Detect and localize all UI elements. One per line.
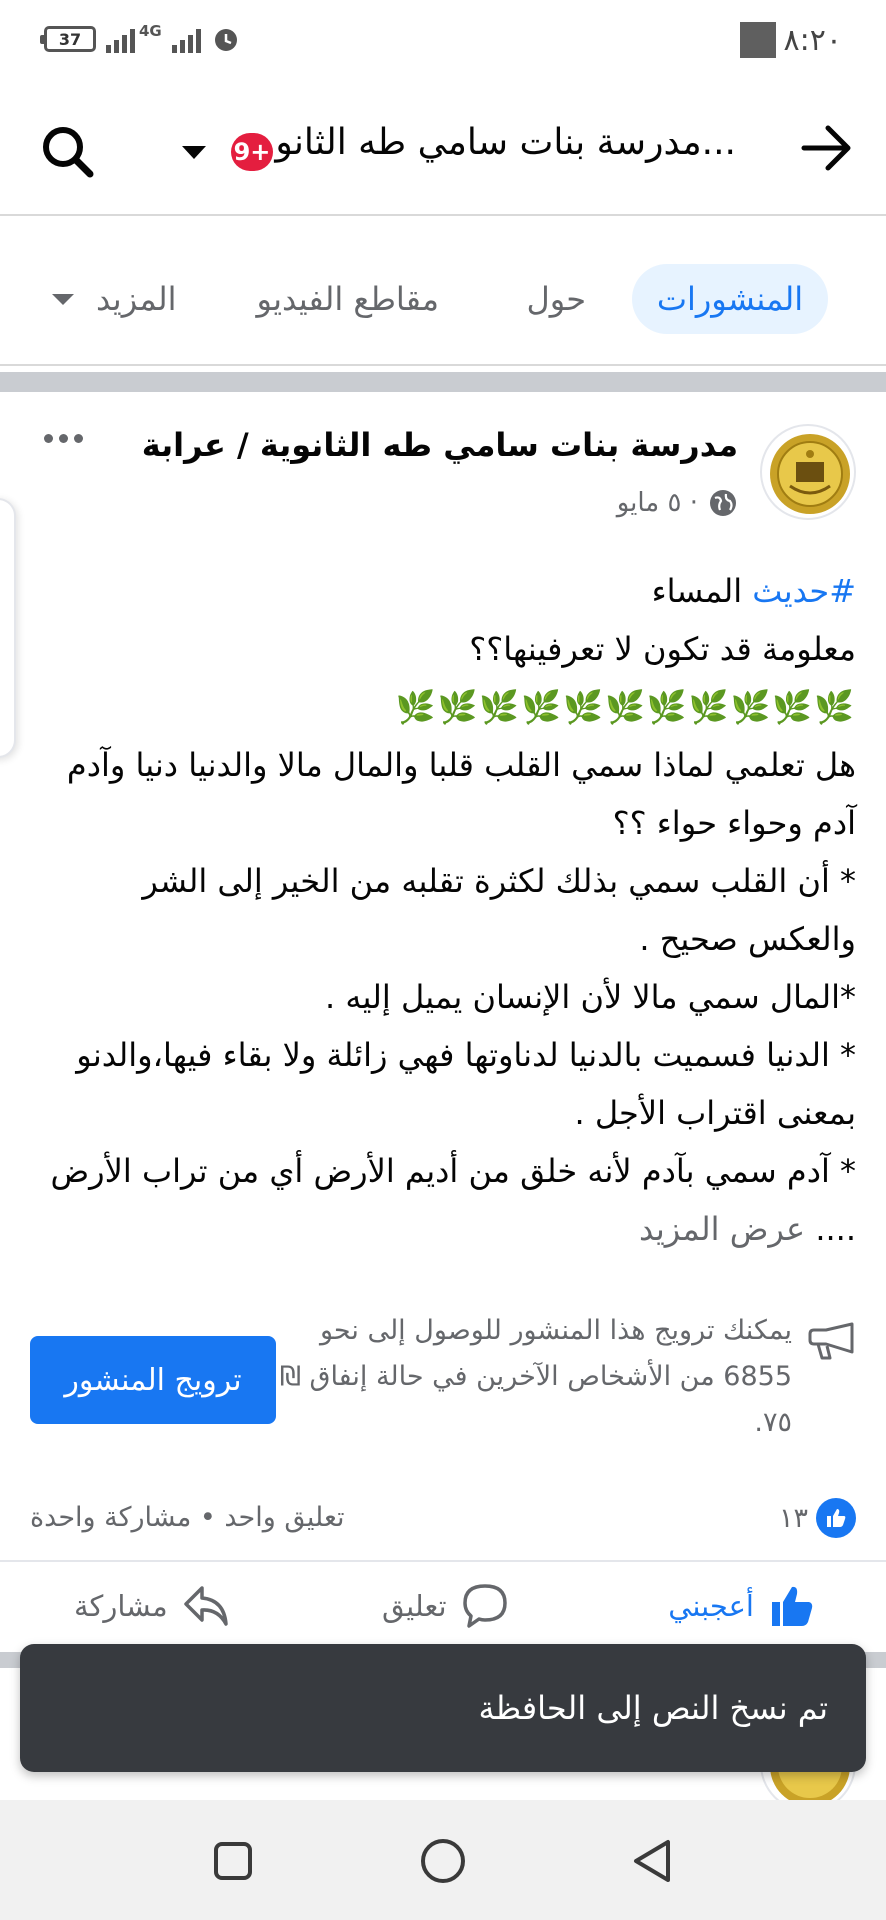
reactions-summary <box>0 1482 886 1562</box>
system-nav-bar <box>0 1800 886 1920</box>
comment-share-stats[interactable]: تعليق واحد • مشاركة واحدة <box>30 1502 345 1533</box>
thumbs-up-icon <box>768 1582 816 1630</box>
notification-badge[interactable]: 9+ <box>231 133 273 171</box>
more-options-icon[interactable] <box>44 434 83 443</box>
share-label: مشاركة <box>74 1589 168 1623</box>
caret-down-icon[interactable] <box>182 146 206 159</box>
comment-button[interactable] <box>382 1582 509 1630</box>
see-more-link[interactable]: عرض المزيد <box>639 1210 806 1248</box>
hashtag-link[interactable]: #حديث <box>752 572 856 610</box>
post-line: * آدم سمي بآدم لأنه خلق من أديم الأرض أي من تراب الأرض .... عرض المزيد <box>50 1152 856 1248</box>
like-reaction-icon <box>816 1498 856 1538</box>
post-card <box>0 392 886 1652</box>
network-type: 4G <box>139 22 162 40</box>
like-count-value: ١٣ <box>778 1502 808 1534</box>
school-logo-icon <box>762 426 856 520</box>
caret-down-icon <box>52 294 74 305</box>
arrow-right-icon[interactable] <box>796 118 856 178</box>
battery-icon <box>44 26 96 52</box>
battery-level: 37 <box>58 29 82 49</box>
copied-toast <box>20 1644 866 1772</box>
page-title[interactable]: مدرسة بنات سامي طه الثانو... <box>275 122 736 163</box>
screen-record-icon <box>740 22 776 58</box>
comment-label: تعليق <box>382 1589 447 1623</box>
app-header <box>0 86 886 216</box>
post-line: #حديث المساء <box>651 572 856 610</box>
tab-more-label: المزيد <box>96 280 177 318</box>
search-icon[interactable] <box>40 124 96 180</box>
page-tabs <box>0 218 886 366</box>
status-icons <box>44 24 241 54</box>
status-right <box>740 22 842 58</box>
recent-apps-icon[interactable] <box>206 1834 260 1888</box>
boost-post-button[interactable]: ترويج المنشور <box>30 1336 276 1424</box>
signal-icon <box>106 25 135 53</box>
tab-posts[interactable]: المنشورات <box>632 264 828 334</box>
share-button[interactable] <box>74 1582 230 1630</box>
home-icon[interactable] <box>416 1834 470 1888</box>
like-count[interactable] <box>779 1498 856 1538</box>
clock: ٨:٢٠ <box>783 22 842 58</box>
back-triangle-icon[interactable] <box>626 1834 680 1888</box>
post-actions <box>0 1564 886 1654</box>
post-author[interactable]: مدرسة بنات سامي طه الثانوية / عرابة <box>141 426 738 464</box>
post-meta <box>617 488 738 518</box>
side-panel-edge <box>0 498 16 758</box>
globe-icon <box>708 488 738 518</box>
like-button[interactable] <box>668 1582 816 1630</box>
status-bar <box>0 0 886 86</box>
tab-about[interactable]: حول <box>526 280 586 318</box>
share-arrow-icon <box>182 1582 230 1630</box>
tab-videos[interactable]: مقاطع الفيديو <box>256 280 439 318</box>
post-line: * الدنيا فسميت بالدنيا لدناوتها فهي زائلة ولا بقاء فيها،والدنو بمعنى اقتراب الأجل . <box>76 1036 856 1132</box>
post-line: هل تعلمي لماذا سمي القلب قلبا والمال مالا والدنيا دنيا وآدم آدم وحواء حواء ؟؟ <box>66 746 856 842</box>
megaphone-icon <box>806 1318 858 1364</box>
post-line: * أن القلب سمي بذلك لكثرة تقلبه من الخير إلى الشر والعكس صحيح . <box>142 862 856 958</box>
post-text <box>32 562 856 1258</box>
boost-description: يمكنك ترويج هذا المنشور للوصول إلى نحو 6855 من الأشخاص الآخرين في حالة إنفاق ₪ ٧٥. <box>279 1315 792 1438</box>
section-divider <box>0 372 886 392</box>
post-line: *المال سمي مالا لأن الإنسان يميل إليه . <box>325 978 856 1016</box>
avatar[interactable] <box>760 424 856 520</box>
like-label: أعجبني <box>668 1589 754 1623</box>
tab-more[interactable] <box>52 264 177 334</box>
post-line: معلومة قد تكون لا تعرفينها؟؟ <box>469 630 856 668</box>
leaf-emoji-row: 🌿🌿🌿🌿🌿🌿🌿🌿🌿🌿🌿 <box>395 688 856 726</box>
toast-message: تم نسخ النص إلى الحافظة <box>478 1689 828 1727</box>
signal-icon-2 <box>172 25 201 53</box>
alarm-icon <box>211 24 241 54</box>
post-date[interactable]: ٥ مايو · <box>616 488 698 518</box>
boost-section <box>0 1304 886 1464</box>
comment-icon <box>461 1582 509 1630</box>
